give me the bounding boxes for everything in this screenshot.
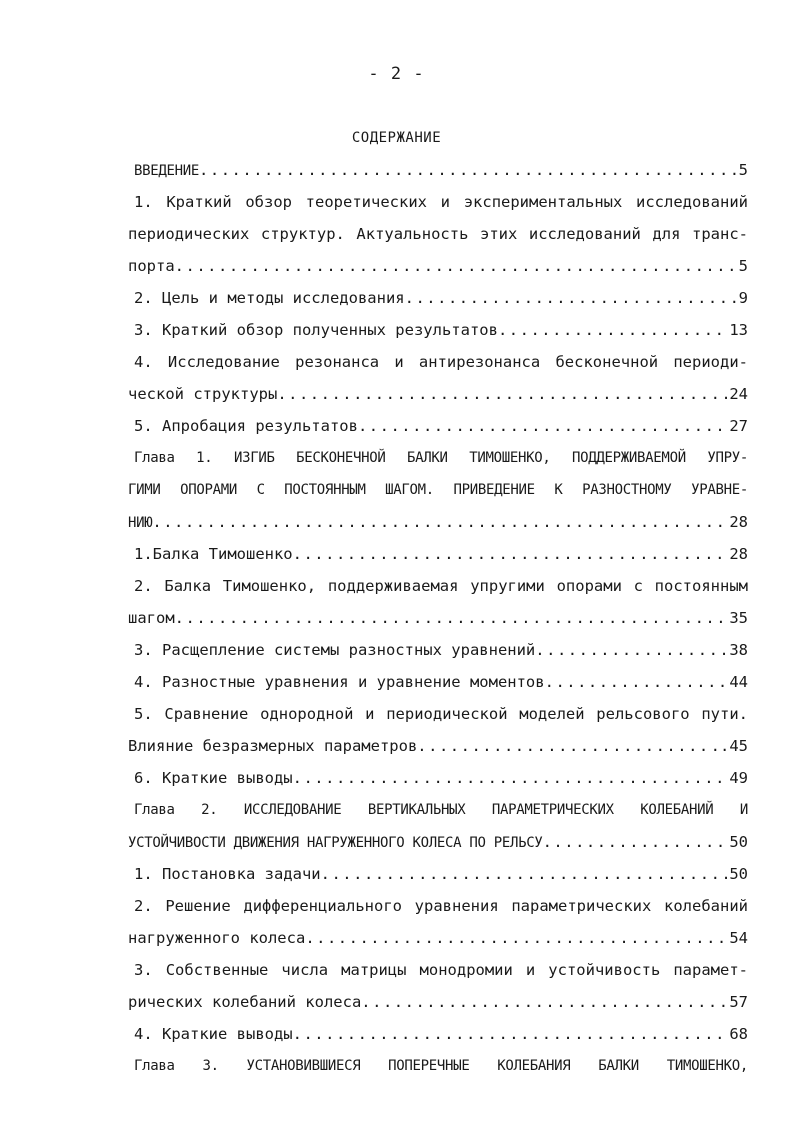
toc-entry-line: 4. Исследование резонанса и антирезонанса бесконечной периоди-	[134, 353, 748, 371]
toc-entry: НИЮ ..... 28	[128, 510, 748, 534]
toc-entry: шагом ..... 35	[128, 606, 748, 630]
toc-entry: порта ..... 5	[128, 254, 748, 278]
toc-entry-line: 2. Решение дифференциального уравнения параметрических колебаний	[134, 897, 748, 915]
toc-entry: ВВЕДЕНИЕ ..... 5	[134, 158, 748, 182]
toc-entry: рических колебаний колеса ..... 57	[128, 990, 748, 1014]
toc-chapter-line: Глава 2. ИССЛЕДОВАНИЕ ВЕРТИКАЛЬНЫХ ПАРАМЕТРИЧЕСКИХ КОЛЕБАНИЙ И	[134, 802, 748, 818]
toc-chapter-line: Глава 3. УСТАНОВИВШИЕСЯ ПОПЕРЕЧНЫЕ КОЛЕБАНИЯ БАЛКИ ТИМОШЕНКО,	[134, 1058, 748, 1074]
toc-entry-line: 2. Балка Тимошенко, поддерживаемая упругими опорами с постоянным	[134, 577, 748, 595]
toc-chapter-line: ГИМИ ОПОРАМИ С ПОСТОЯННЫМ ШАГОМ. ПРИВЕДЕНИЕ К РАЗНОСТНОМУ УРАВНЕ-	[128, 482, 748, 498]
toc-entry-line: 5. Сравнение однородной и периодической моделей рельсового пути.	[134, 705, 748, 723]
toc-entry-line: периодических структур. Актуальность этих исследований для транс-	[128, 225, 748, 243]
toc-entry: 5. Апробация результатов ..... 27	[134, 414, 748, 438]
toc-entry: 2. Цель и методы исследования ..... 9	[134, 286, 748, 310]
toc-entry: 1. Постановка задачи ..... 50	[134, 862, 748, 886]
toc-entry: 3. Расщепление системы разностных уравнений ..... 38	[134, 638, 748, 662]
toc-entry: 3. Краткий обзор полученных результатов ..... 13	[134, 318, 748, 342]
toc-entry: 1.Балка Тимошенко ..... 28	[134, 542, 748, 566]
page-number: - 2 -	[368, 64, 425, 84]
toc-entry: 4. Краткие выводы ..... 68	[134, 1022, 748, 1046]
toc-entry-line: 1. Краткий обзор теоретических и экспериментальных исследований	[134, 193, 748, 211]
toc-entry-line: 3. Собственные числа матрицы монодромии и устойчивость парамет-	[134, 961, 748, 979]
toc-entry: 4. Разностные уравнения и уравнение моментов ..... 44	[134, 670, 748, 694]
toc-entry: Влияние безразмерных параметров ..... ..45	[128, 734, 748, 758]
toc-entry: нагруженного колеса ..... 54	[128, 926, 748, 950]
page-title: СОДЕРЖАНИЕ	[351, 130, 442, 146]
toc-entry: УСТОЙЧИВОСТИ ДВИЖЕНИЯ НАГРУЖЕННОГО КОЛЕСА ПО РЕЛЬСУ ..... 50	[128, 830, 748, 854]
toc-chapter-line: Глава 1. ИЗГИБ БЕСКОНЕЧНОЙ БАЛКИ ТИМОШЕНКО, ПОДДЕРЖИВАЕМОЙ УПРУ-	[134, 450, 748, 466]
toc-entry: ческой структуры ..... 24	[128, 382, 748, 406]
toc-entry: 6. Краткие выводы ..... 49	[134, 766, 748, 790]
